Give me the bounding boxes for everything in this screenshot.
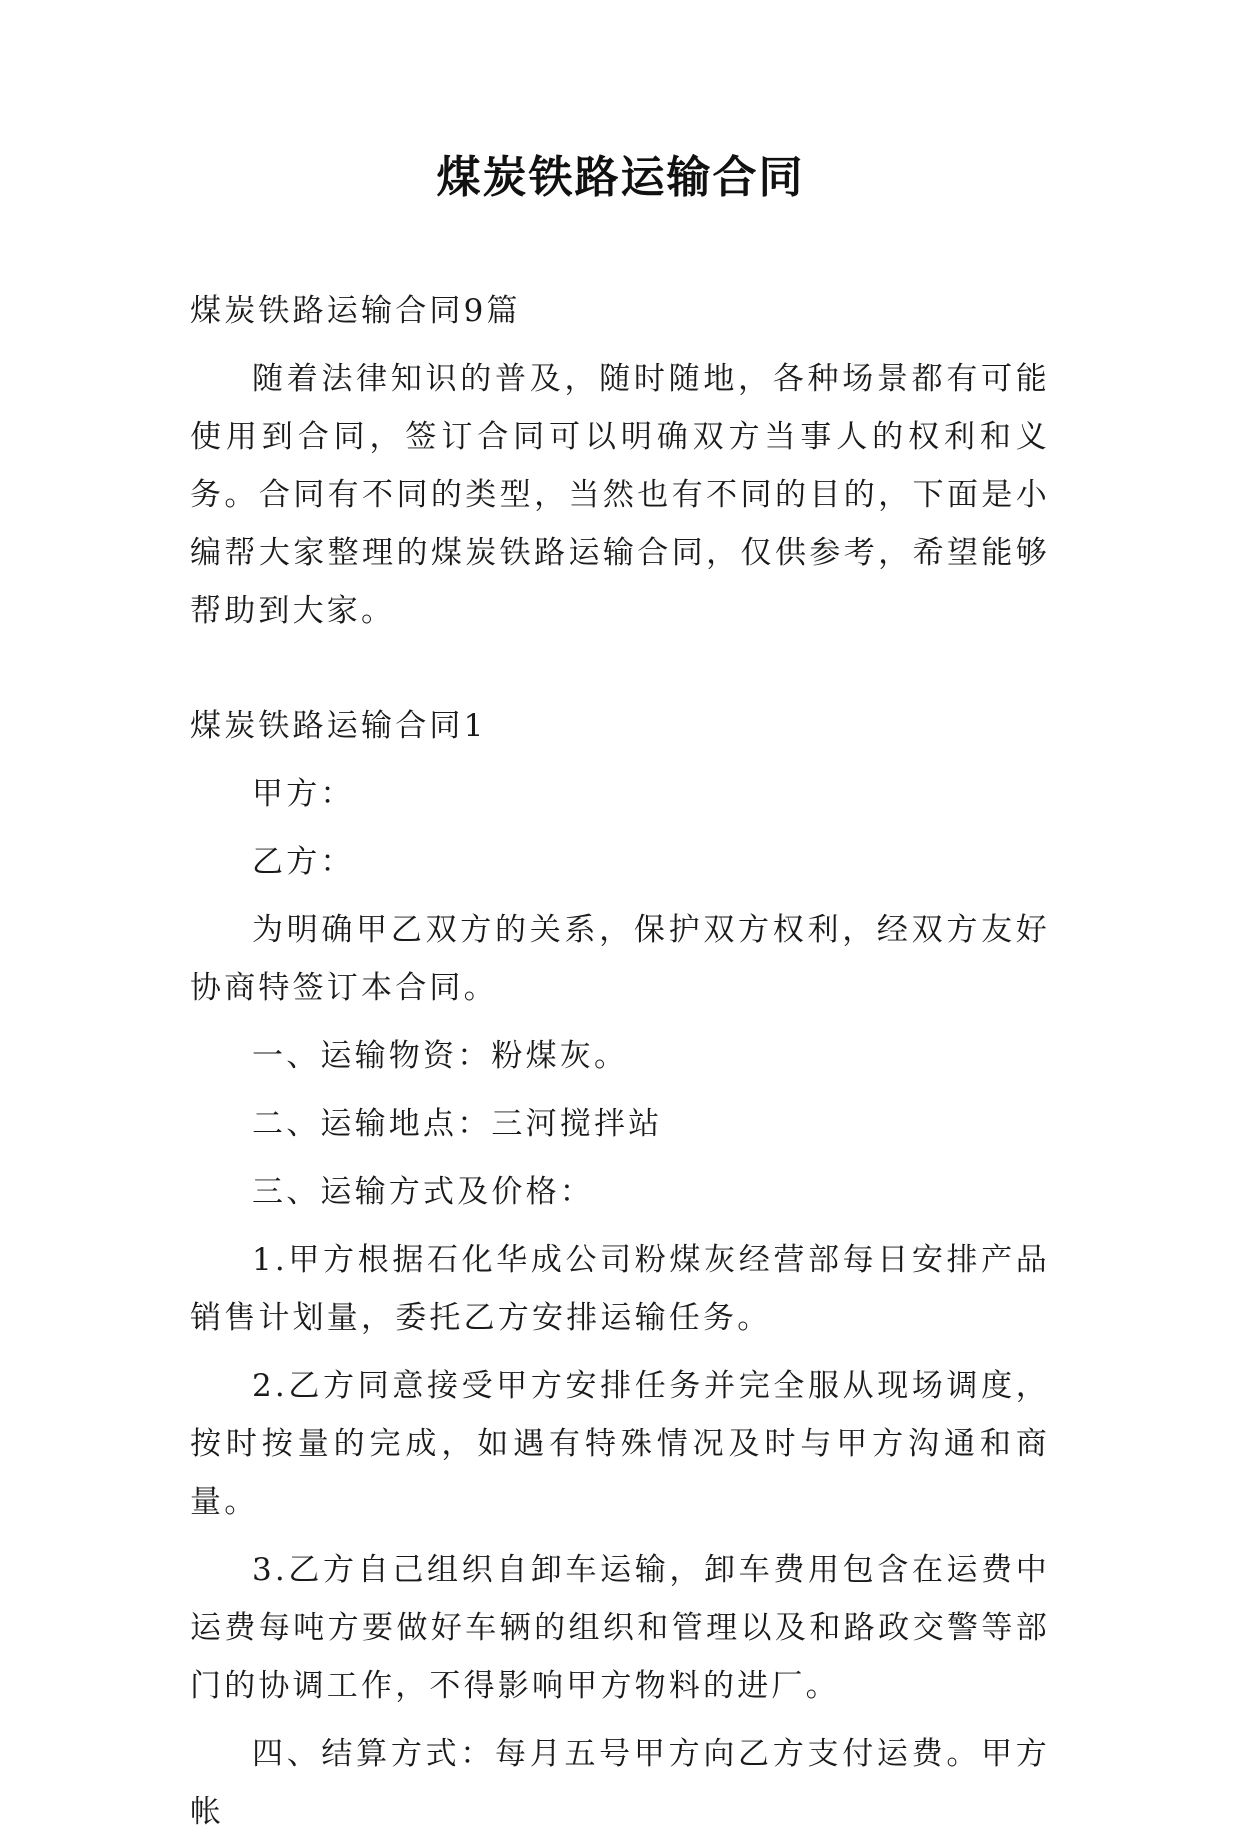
party-a-line: 甲方： [252, 776, 355, 812]
document-body [190, 282, 1050, 1841]
spacer [190, 340, 1050, 350]
clause-4: 四、结算方式：每月五号甲方向乙方支付运费。甲方帐 [190, 1736, 1050, 1830]
spacer [190, 1153, 1050, 1163]
preamble-paragraph: 为明确甲乙双方的关系，保护双方权利，经双方友好协商特签订本合同。 [190, 912, 1050, 1006]
spacer [190, 891, 1050, 901]
intro-paragraph: 随着法律知识的普及，随时随地，各种场景都有可能使用到合同，签订合同可以明确双方当事人的权利和义务。合同有不同的类型，当然也有不同的目的，下面是小编帮大家整理的煤炭铁路运输合同，仅供参考，希望能够帮助到大家。 [190, 361, 1050, 629]
spacer [190, 823, 1050, 833]
clause-3: 三、运输方式及价格： [252, 1174, 594, 1210]
spacer [190, 640, 1050, 697]
spacer [190, 1347, 1050, 1357]
clause-1: 一、运输物资：粉煤灰。 [252, 1038, 629, 1074]
party-b-line: 乙方： [252, 844, 355, 880]
contract-heading: 煤炭铁路运输合同1 [190, 708, 487, 744]
spacer [190, 1531, 1050, 1541]
clause-3-item-2: 2.乙方同意接受甲方安排任务并完全服从现场调度，按时按量的完成，如遇有特殊情况及时与甲方沟通和商量。 [190, 1368, 1050, 1520]
clause-3-item-1: 1.甲方根据石化华成公司粉煤灰经营部每日安排产品销售计划量，委托乙方安排运输任务。 [190, 1242, 1050, 1336]
clause-2: 二、运输地点：三河搅拌站 [252, 1106, 663, 1142]
spacer [190, 1221, 1050, 1231]
document-title: 煤炭铁路运输合同 [436, 152, 805, 203]
clause-3-item-3: 3.乙方自己组织自卸车运输，卸车费用包含在运费中运费每吨方要做好车辆的组织和管理以及和路政交警等部门的协调工作，不得影响甲方物料的进厂。 [190, 1552, 1050, 1704]
spacer [190, 1715, 1050, 1725]
spacer [190, 1017, 1050, 1027]
spacer [190, 755, 1050, 765]
collection-heading: 煤炭铁路运输合同9篇 [190, 293, 521, 329]
spacer [190, 1085, 1050, 1095]
